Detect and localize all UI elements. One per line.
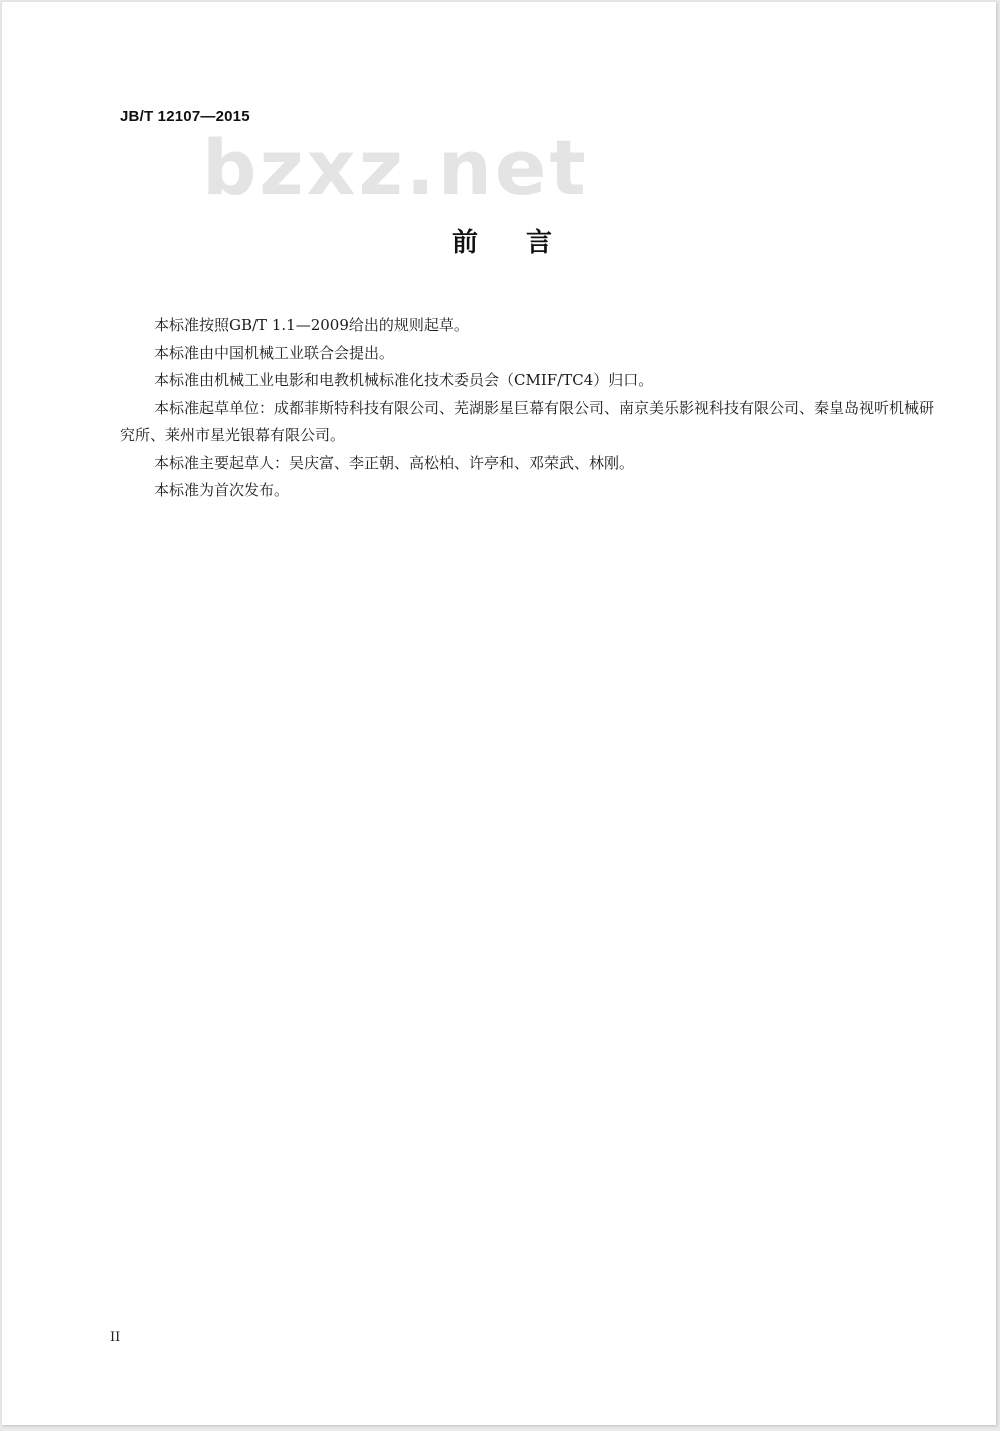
watermark: bzxz.net xyxy=(202,123,589,212)
paragraph-proposer: 本标准由中国机械工业联合会提出。 xyxy=(154,343,395,362)
standard-code: JB/T 12107—2015 xyxy=(120,108,250,125)
section-title: 前言 xyxy=(451,228,600,258)
document-page xyxy=(2,2,996,1425)
paragraph-responsible-committee: 本标准由机械工业电影和电教机械标准化技术委员会（CMIF/TC4）归口。 xyxy=(154,371,654,389)
paragraph-first-release: 本标准为首次发布。 xyxy=(154,481,290,499)
paragraph-drafting-rules: 本标准按照GB/T 1.1—2009给出的规则起草。 xyxy=(154,316,469,334)
paragraph-main-drafters: 本标准主要起草人：吴庆富、李正朝、高松柏、许亭和、邓荣武、林刚。 xyxy=(154,453,635,472)
paragraph-drafting-units: 本标准起草单位：成都菲斯特科技有限公司、芜湖影星巨幕有限公司、南京美乐影视科技有限公司、秦皇岛视听机械研究所、莱州市星光银幕有限公司。 xyxy=(120,398,935,444)
foreword-body xyxy=(120,312,940,505)
page-number: II xyxy=(110,1330,121,1345)
